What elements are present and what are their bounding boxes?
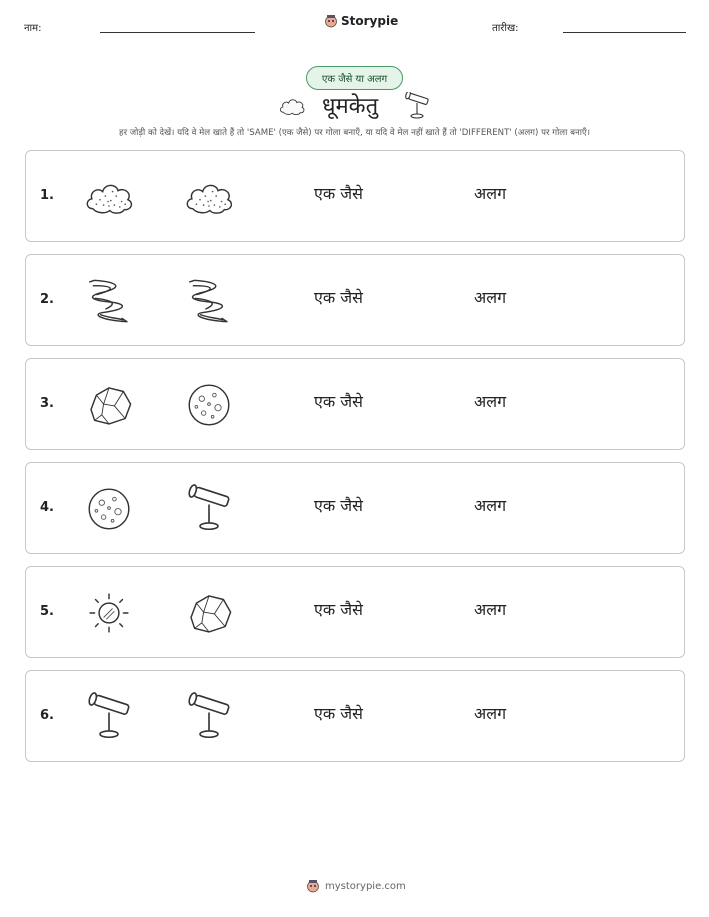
question-card-3 [25,358,685,450]
different-option[interactable]: अलग [474,704,507,723]
telescope-icon [182,692,236,742]
rock-icon [82,380,136,430]
cloud-icon [277,94,307,118]
ribbon-icon [182,276,236,326]
sun-icon [82,588,136,638]
footer-url[interactable]: mystorypie.com [325,880,406,892]
question-number: 4. [40,500,54,515]
same-option[interactable]: एक जैसे [314,184,363,203]
same-option[interactable]: एक जैसे [314,600,363,619]
telescope-icon [182,484,236,534]
worksheet-type-badge: एक जैसे या अलग [306,66,403,90]
different-option[interactable]: अलग [474,392,507,411]
title-row [277,90,437,122]
same-option[interactable]: एक जैसे [314,704,363,723]
question-card-1 [25,150,685,242]
question-card-2 [25,254,685,346]
different-option[interactable]: अलग [474,496,507,515]
mascot-icon [306,879,320,893]
question-card-5 [25,566,685,658]
cloud-icon [182,172,236,222]
question-number: 5. [40,604,54,619]
instructions-text: हर जोड़ी को देखें। यदि वे मेल खाते हैं तो 'SAME' (एक जैसे) पर गोला बनाएँ, या यदि वे मेल नहीं खाते हैं तो 'DIFFERENT' (अलग) पर गोला बनाएँ। [119,128,590,138]
ribbon-icon [82,276,136,326]
name-line[interactable] [100,32,255,33]
telescope-icon [402,92,432,120]
different-option[interactable]: अलग [474,600,507,619]
question-number: 3. [40,396,54,411]
moon-icon [182,380,236,430]
question-card-6 [25,670,685,762]
different-option[interactable]: अलग [474,288,507,307]
same-option[interactable]: एक जैसे [314,288,363,307]
mascot-icon [324,14,338,28]
page-title: धूमकेतु [322,94,379,119]
footer [306,879,406,893]
name-label: नाम: [24,23,42,34]
brand-name: Storypie [341,14,399,28]
date-label: तारीख: [492,23,519,34]
brand-logo [324,14,398,28]
rock-icon [182,588,236,638]
question-card-4 [25,462,685,554]
date-line[interactable] [563,32,686,33]
different-option[interactable]: अलग [474,184,507,203]
telescope-icon [82,692,136,742]
moon-icon [82,484,136,534]
question-number: 2. [40,292,54,307]
same-option[interactable]: एक जैसे [314,496,363,515]
cloud-icon [82,172,136,222]
same-option[interactable]: एक जैसे [314,392,363,411]
question-number: 6. [40,708,54,723]
question-number: 1. [40,188,54,203]
